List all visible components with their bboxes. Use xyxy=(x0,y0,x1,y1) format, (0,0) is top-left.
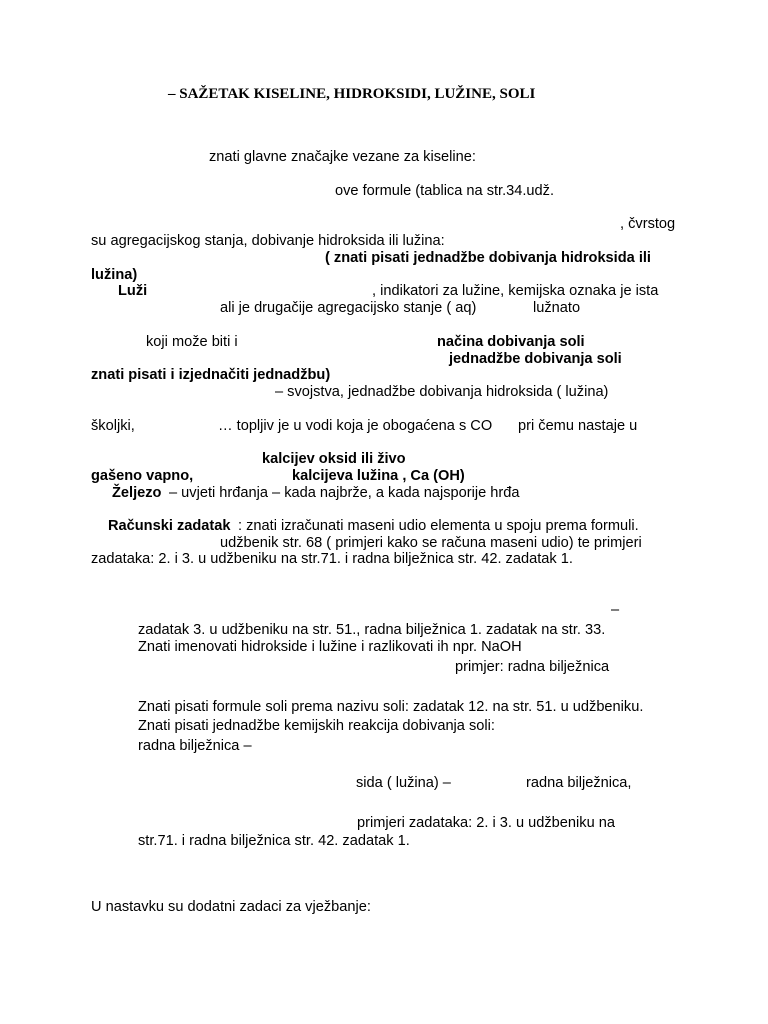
text-line-bold: kalcijev oksid ili živo xyxy=(262,451,406,467)
text-line-bold: lužina) xyxy=(91,267,138,283)
text-line: udžbenik str. 68 ( primjeri kako se računa maseni udio) te primjeri xyxy=(220,535,642,551)
text-line-bold: znati pisati i izjednačiti jednadžbu) xyxy=(91,367,331,383)
text-line: Znati pisati formule soli prema nazivu soli: zadatak 12. na str. 51. u udžbeniku. xyxy=(138,699,644,715)
text-line: , čvrstog xyxy=(620,216,676,232)
text-line-bold: Računski zadatak xyxy=(108,518,231,534)
text-line-bold: jednadžbe dobivanja soli xyxy=(449,351,622,367)
text-line: školjki, xyxy=(91,418,135,434)
text-line: radna bilježnica – xyxy=(138,738,252,754)
page-title: – SAŽETAK KISELINE, HIDROKSIDI, LUŽINE, SOLI xyxy=(168,86,536,102)
text-line: … topljiv je u vodi koja je obogaćena s CO xyxy=(218,418,493,434)
text-line: lužnato xyxy=(533,300,581,316)
text-line: primjer: radna bilježnica xyxy=(455,659,610,675)
text-line: – uvjeti hrđanja – kada najbrže, a kada najsporije hrđa xyxy=(169,485,520,501)
text-line: Znati imenovati hidrokside i lužine i razlikovati ih npr. NaOH xyxy=(138,639,522,655)
text-line-bold: ( znati pisati jednadžbe dobivanja hidroksida ili xyxy=(325,250,651,266)
text-line: koji može biti i xyxy=(146,334,238,350)
text-line: zadataka: 2. i 3. u udžbeniku na str.71. i radna bilježnica str. 42. zadatak 1. xyxy=(91,551,573,567)
text-line-bold: gašeno vapno, xyxy=(91,468,194,484)
text-line-bold: načina dobivanja soli xyxy=(437,334,585,350)
text-line: su agregacijskog stanja, dobivanje hidroksida ili lužina: xyxy=(91,233,445,249)
text-line: zadatak 3. u udžbeniku na str. 51., radna bilježnica 1. zadatak na str. 33. xyxy=(138,622,606,638)
text-line: pri čemu nastaje u xyxy=(518,418,638,434)
text-line: radna bilježnica, xyxy=(526,775,632,791)
text-line-bold: Željezo xyxy=(112,485,162,501)
text-line: , indikatori za lužine, kemijska oznaka je ista xyxy=(372,283,659,299)
text-line-bold: kalcijeva lužina , Ca (OH) xyxy=(292,468,465,484)
text-line: ove formule (tablica na str.34.udž. xyxy=(335,183,555,199)
text-line: ali je drugačije agregacijsko stanje ( aq) xyxy=(220,300,477,316)
text-line: – svojstva, jednadžbe dobivanja hidroksida ( lužina) xyxy=(275,384,609,400)
text-line: znati glavne značajke vezane za kiseline: xyxy=(209,149,476,165)
text-line: Znati pisati jednadžbe kemijskih reakcija dobivanja soli: xyxy=(138,718,495,734)
text-line: str.71. i radna bilježnica str. 42. zadatak 1. xyxy=(138,833,410,849)
text-line: U nastavku su dodatni zadaci za vježbanje: xyxy=(91,899,371,915)
text-line: – xyxy=(611,602,620,618)
text-line: sida ( lužina) – xyxy=(356,775,451,791)
text-line: : znati izračunati maseni udio elementa u spoju prema formuli. xyxy=(238,518,639,534)
text-line-bold: Luži xyxy=(118,283,148,299)
text-line: primjeri zadataka: 2. i 3. u udžbeniku na xyxy=(357,815,615,831)
